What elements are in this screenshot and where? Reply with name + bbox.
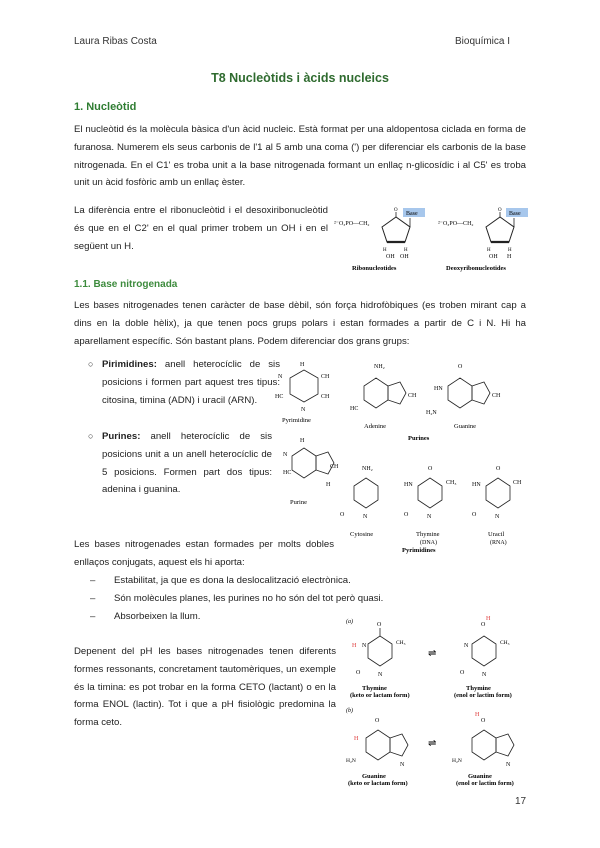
svg-text:⇌: ⇌: [428, 648, 437, 659]
svg-text:H₂N: H₂N: [452, 758, 462, 764]
svg-text:N: N: [427, 514, 432, 520]
thymine-enol-subcaption: (enol or lactim form): [454, 692, 512, 699]
page-title: T8 Nucleòtids i àcids nucleics: [211, 71, 389, 85]
svg-text:CH₃: CH₃: [446, 480, 457, 486]
svg-text:O: O: [498, 208, 502, 213]
guanine-structure: [426, 364, 501, 430]
svg-text:CH: CH: [408, 393, 417, 399]
svg-text:H: H: [300, 438, 305, 444]
guanine-enol-caption: Guanine: [468, 773, 492, 780]
thymine-keto-caption: Thymine: [362, 685, 387, 692]
svg-text:CH: CH: [513, 480, 522, 486]
svg-text:CH: CH: [321, 394, 330, 400]
svg-text:H: H: [404, 248, 408, 253]
svg-text:H₂N: H₂N: [426, 410, 437, 416]
svg-text:N: N: [301, 407, 306, 413]
dash-item-1: – Estabilitat, ja que es dona la deslocalització electrònica.: [90, 575, 351, 586]
ribonucleotides-caption: Ribonucleotides: [352, 265, 397, 272]
dash-item-3: – Absorbeixen la llum.: [90, 611, 201, 622]
paragraph-conjugated: Les bases nitrogenades estan formades per molts dobles enllaços conjugats, aquest els hi aporta:: [74, 539, 334, 568]
svg-text:H: H: [383, 248, 387, 253]
pyrimidines-group-caption: Pyrimidines: [402, 547, 436, 554]
paragraph-ribo-deoxy: La diferència entre el ribonucleòtid i el desoxiribonucleòtid és que en el C2' en el qual primer trobem un OH i en el següent un H.: [74, 205, 328, 252]
purines-group-caption: Purines: [408, 435, 430, 442]
purine-caption: Purine: [290, 499, 307, 506]
svg-text:H: H: [508, 248, 512, 253]
svg-text:H: H: [326, 482, 331, 488]
svg-text:N: N: [506, 762, 511, 768]
paragraph-nucleotid: El nucleòtid és la molècula bàsica d'un àcid nucleic. Està format per una aldopentosa ciclada en forma de furanosa. Numerem els seus carbonis de l'1 al 5 amb una coma (') per diferenciar els carbonis de la base nitrogenada. En el C1' es troba unit a la base nitrogenada formant un enllaç n-glicosídic i al C5' es troba unit un àcid fosfòric amb un enllaç èster.: [74, 124, 526, 189]
page-number: 17: [515, 796, 527, 807]
uracil-structure: [472, 466, 522, 546]
svg-text:CH: CH: [321, 374, 330, 380]
header-author: Laura Ribas Costa: [74, 36, 157, 47]
bullet-purines: ○ Purines: anell heterocíclic de sis posicions unit a un anell heterocíclic de 5 posicions. Formen part dos tipus: adenina i guanina.: [88, 431, 272, 496]
cytosine-caption: Cytosine: [350, 531, 374, 538]
pyrimidine-structure: [275, 362, 330, 424]
thymine-enol-caption: Thymine: [466, 685, 491, 692]
svg-text:N: N: [362, 643, 367, 649]
svg-text:O: O: [472, 512, 477, 518]
svg-text:O: O: [404, 512, 409, 518]
deoxy-phosphate: ²⁻O₃PO—CH₂: [438, 221, 474, 227]
svg-text:N: N: [378, 672, 383, 678]
svg-text:H: H: [475, 712, 480, 718]
svg-text:HC: HC: [350, 406, 359, 412]
thymine-enol-structure: [454, 616, 512, 699]
guanine-caption: Guanine: [454, 423, 477, 430]
pyrimidine-caption: Pyrimidine: [282, 417, 311, 424]
svg-text:O: O: [481, 622, 486, 628]
svg-text:N: N: [495, 514, 500, 520]
svg-text:O: O: [340, 512, 345, 518]
svg-text:CH: CH: [330, 464, 339, 470]
bullet-pirimidines-term: Pirimidines:: [102, 359, 157, 370]
svg-text:HN: HN: [472, 482, 481, 488]
deoxy-oh-3: OH: [489, 254, 498, 260]
svg-text:O: O: [394, 208, 398, 213]
thymine-keto-structure: [350, 622, 410, 699]
guanine-keto-caption: Guanine: [362, 773, 386, 780]
svg-text:H₂N: H₂N: [346, 758, 356, 764]
svg-text:O: O: [496, 466, 501, 472]
ribo-base-label: Base: [406, 211, 418, 217]
deoxy-base-label: Base: [509, 211, 521, 217]
svg-text:O: O: [428, 466, 433, 472]
svg-text:H: H: [487, 248, 491, 253]
svg-text:CH₃: CH₃: [396, 640, 406, 646]
svg-text:NH₂: NH₂: [362, 466, 373, 472]
svg-text:H: H: [507, 254, 512, 260]
svg-text:HC: HC: [283, 470, 292, 476]
nitrogen-bases-figure: [270, 356, 532, 554]
svg-text:N: N: [400, 762, 405, 768]
svg-text:H: H: [486, 616, 491, 622]
thymine-structure: [404, 466, 456, 546]
svg-text:CH: CH: [492, 393, 501, 399]
bullet-pirimidines-text: anell heterocíclic de sis posicions i formen part aquest tres tipus: citosina, timina (ADN) i uracil (ARN).: [102, 359, 280, 406]
bullet-purines-text: anell heterocíclic de sis posicions unit a un anell heterocíclic de 5 posicions. Formen part dos tipus: adenina i guanina.: [102, 431, 272, 496]
svg-text:N: N: [363, 514, 368, 520]
cytosine-structure: [340, 466, 378, 538]
svg-text:O: O: [356, 670, 361, 676]
svg-text:O: O: [375, 718, 380, 724]
guanine-keto-subcaption: (keto or lactam form): [348, 780, 408, 787]
ribo-oh-2: OH: [400, 254, 409, 260]
guanine-keto-structure: [346, 718, 408, 787]
svg-text:O: O: [460, 670, 465, 676]
thymine-dna: (DNA): [420, 540, 437, 546]
adenine-structure: [350, 364, 417, 430]
ribonucleotide-structure: [334, 208, 425, 272]
tautomer-label-b: (b): [346, 708, 353, 714]
tautomer-figure: [344, 614, 534, 792]
svg-text:H: H: [352, 643, 357, 649]
svg-text:HN: HN: [404, 482, 413, 488]
uracil-caption: Uracil: [488, 531, 505, 538]
deoxyribonucleotides-caption: Deoxyribonucleotides: [446, 265, 506, 272]
thymine-keto-subcaption: (keto or lactam form): [350, 692, 410, 699]
svg-text:N: N: [278, 374, 283, 380]
guanine-enol-structure: [452, 712, 514, 787]
svg-text:O: O: [377, 622, 382, 628]
svg-text:N: N: [482, 672, 487, 678]
purine-structure: [283, 438, 339, 506]
section-heading-nucleotid: 1. Nucleòtid: [74, 101, 137, 113]
svg-text:NH₂: NH₂: [374, 364, 385, 370]
ribo-oh-3: OH: [386, 254, 395, 260]
uracil-rna: (RNA): [490, 540, 507, 546]
svg-text:H: H: [354, 736, 359, 742]
ribo-phosphate: ²⁻O₃PO—CH₂: [334, 221, 370, 227]
nucleotide-figure: [334, 200, 534, 276]
thymine-caption: Thymine: [416, 531, 440, 538]
svg-text:O: O: [458, 364, 463, 370]
svg-text:N: N: [283, 452, 288, 458]
deoxyribonucleotide-structure: [438, 208, 528, 272]
bullet-purines-term: Purines:: [102, 431, 141, 442]
svg-text:HC: HC: [275, 394, 284, 400]
bullet-pirimidines: ○ Pirimidines: anell heterocíclic de sis posicions i formen part aquest tres tipus: citosina, timina (ADN) i uracil (ARN).: [88, 359, 280, 406]
dash-item-2: – Són molècules planes, les purines no ho són del tot però quasi.: [90, 593, 384, 604]
guanine-enol-subcaption: (enol or lactim form): [456, 780, 514, 787]
svg-text:HN: HN: [434, 386, 443, 392]
svg-text:⇌: ⇌: [428, 738, 437, 749]
header-course: Bioquímica I: [455, 36, 511, 47]
svg-text:N: N: [464, 643, 469, 649]
svg-text:O: O: [481, 718, 486, 724]
svg-text:H: H: [300, 362, 305, 368]
paragraph-bases-intro: Les bases nitrogenades tenen caràcter de base dèbil, són força hidrofòbiques (es troben mirant cap a dins en la doble hèlix), ja que tenen pocs grups polars i estan formades a partir de C i N. Hi ha aparellament específic. Són bastant plans. Podem diferenciar dos grans grups:: [74, 300, 526, 347]
paragraph-tautomers: Depenent del pH les bases nitrogenades tenen diferents formes ressonants, concretament tautomèriques, un exemple és la timina: es pot trobar en la forma CETO (lactant) o en la forma ENOL (lactin). Tot i que a pH fisiològic predomina la forma ceto.: [74, 646, 336, 729]
tautomer-label-a: (a): [346, 619, 353, 625]
section-heading-base-nitrogenada: 1.1. Base nitrogenada: [74, 279, 178, 290]
adenine-caption: Adenine: [364, 423, 387, 430]
svg-text:CH₃: CH₃: [500, 640, 510, 646]
